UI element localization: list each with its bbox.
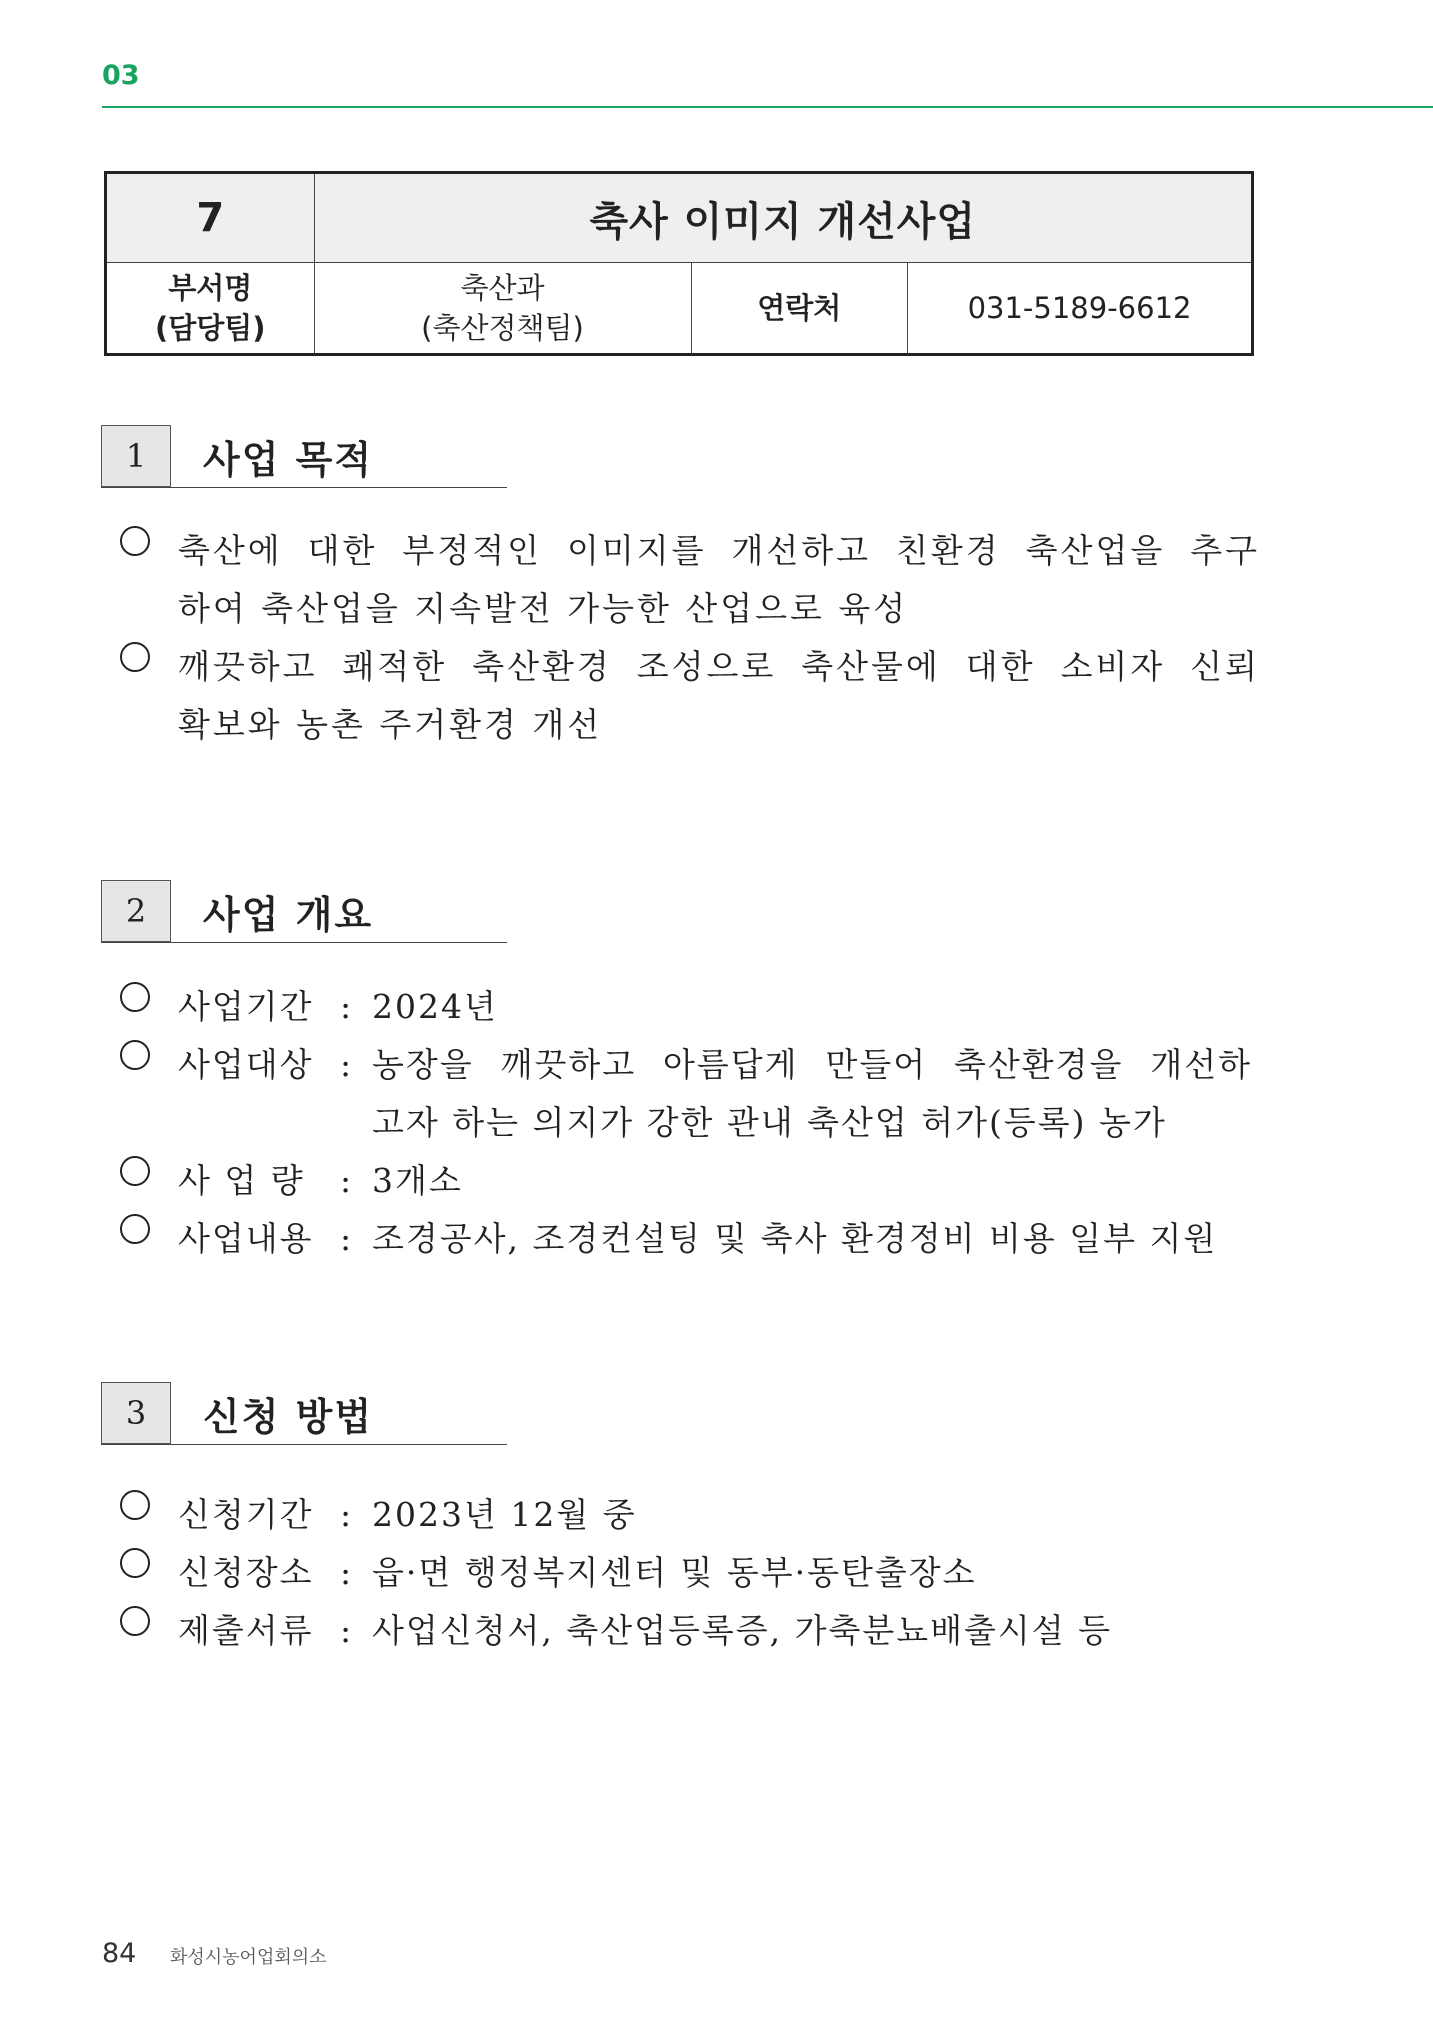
list-item [120,638,1260,754]
item-separator: : [340,1045,354,1084]
list-item [120,1602,1260,1660]
section-underline [101,942,507,943]
circle-bullet-icon [120,1214,150,1244]
footer-org-name: 화성시농어업회의소 [170,1947,327,1968]
page-number: 84 [102,1938,137,1969]
circle-bullet-icon [120,1156,150,1186]
dept-label [106,263,315,355]
list-item [120,1486,1260,1544]
circle-bullet-icon [120,526,150,556]
section-header-purpose [101,425,507,489]
section-number: 2 [101,880,171,942]
chapter-number: 03 [102,60,140,91]
application-list [120,1486,1260,1660]
item-separator: : [340,1553,354,1592]
dept-value [314,263,691,355]
item-value: 사업신청서, 축산업등록증, 가축분뇨배출시설 등 [372,1611,1113,1650]
item-value: 읍·면 행정복지센터 및 동부·동탄출장소 [372,1553,977,1592]
project-number: 7 [106,173,315,263]
list-item-line: 축산에 대한 부정적인 이미지를 개선하고 친환경 축산업을 추구 [178,531,1260,570]
project-info-table [104,171,1254,356]
list-item [120,1036,1260,1152]
item-value [372,1036,1252,1152]
circle-bullet-icon [120,1606,150,1636]
dept-value-line2: (축산정책팀) [421,311,584,345]
section-title: 사업 개요 [203,893,374,937]
list-item [120,522,1260,638]
section-title: 사업 목적 [203,438,374,482]
section-number: 3 [101,1382,171,1444]
item-value: 조경공사, 조경컨설팅 및 축사 환경정비 비용 일부 지원 [372,1219,1218,1258]
list-item-line: 확보와 농촌 주거환경 개선 [178,705,603,744]
list-item [120,1152,1260,1210]
item-separator: : [340,1161,354,1200]
circle-bullet-icon [120,642,150,672]
section-header-application [101,1382,507,1446]
item-key: 사업내용 [178,1219,314,1258]
item-value: 2023년 12월 중 [372,1495,637,1534]
list-item-line: 깨끗하고 쾌적한 축산환경 조성으로 축산물에 대한 소비자 신뢰 [178,647,1260,686]
item-value: 2024년 [372,987,498,1026]
contact-label: 연락처 [691,263,908,355]
item-separator: : [340,987,354,1026]
item-key: 사 업 량 [178,1161,305,1200]
contact-value: 031-5189-6612 [908,263,1253,355]
item-key: 사업기간 [178,987,314,1026]
list-item [120,1544,1260,1602]
item-separator: : [340,1495,354,1534]
purpose-list [120,522,1260,754]
dept-label-line2: (담당팀) [154,311,266,345]
overview-list [120,978,1260,1268]
section-underline [101,1444,507,1445]
item-key: 사업대상 [178,1045,314,1084]
item-key: 제출서류 [178,1611,314,1650]
circle-bullet-icon [120,1490,150,1520]
dept-label-line1: 부서명 [168,271,253,305]
chapter-divider [102,106,1433,108]
item-separator: : [340,1219,354,1258]
item-key: 신청장소 [178,1553,314,1592]
item-value: 3개소 [372,1161,463,1200]
item-key: 신청기간 [178,1495,314,1534]
item-separator: : [340,1611,354,1650]
project-title: 축사 이미지 개선사업 [314,173,1252,263]
item-value-line: 농장을 깨끗하고 아름답게 만들어 축산환경을 개선하 [372,1045,1252,1084]
section-title: 신청 방법 [203,1395,374,1439]
list-item [120,978,1260,1036]
list-item-line: 하여 축산업을 지속발전 가능한 산업으로 육성 [178,589,909,628]
section-number: 1 [101,425,171,487]
dept-value-line1: 축산과 [460,271,545,305]
section-underline [101,487,507,488]
item-value-line: 고자 하는 의지가 강한 관내 축산업 허가(등록) 농가 [372,1103,1167,1142]
section-header-overview [101,880,507,944]
circle-bullet-icon [120,1548,150,1578]
circle-bullet-icon [120,982,150,1012]
list-item [120,1210,1260,1268]
circle-bullet-icon [120,1040,150,1070]
